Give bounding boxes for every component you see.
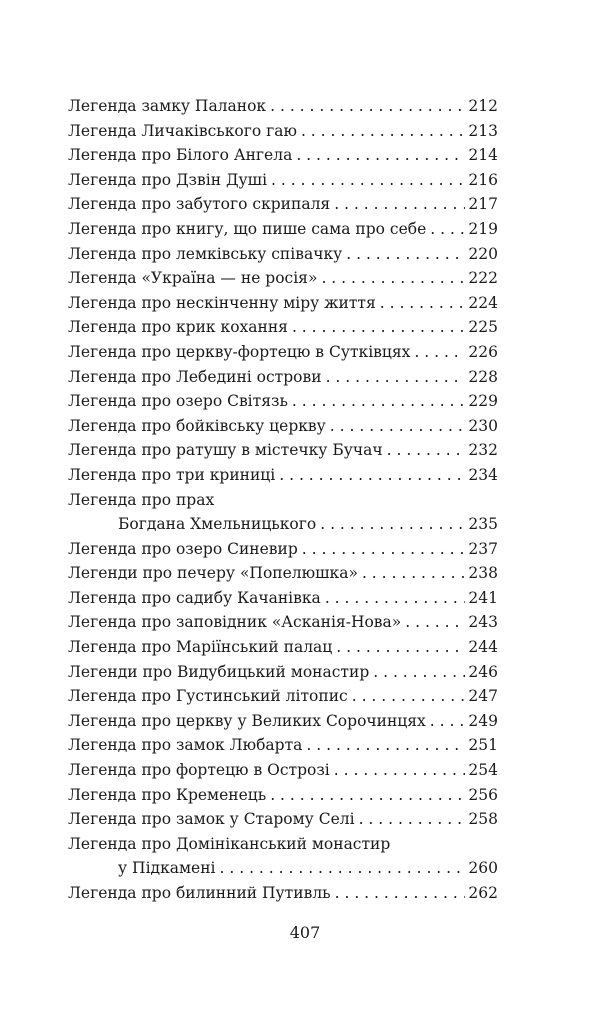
toc-entry-title: Легенда про бойківську церкву — [68, 416, 326, 435]
toc-entry — [68, 610, 498, 635]
toc-entry — [68, 709, 498, 734]
toc-entry-title: Легенда про замок Любарта — [68, 736, 303, 755]
toc-entry — [68, 684, 498, 709]
dot-leader — [220, 856, 466, 881]
toc-entry-title: Легенда про крик кохання — [68, 318, 288, 337]
dot-leader — [334, 192, 465, 217]
toc-entry — [68, 119, 498, 144]
toc-entry — [68, 512, 498, 537]
toc-entry — [68, 660, 498, 685]
toc-entry-page: 229 — [468, 392, 498, 411]
dot-leader — [387, 438, 466, 463]
toc-entry-page: 251 — [468, 736, 498, 755]
dot-leader — [359, 807, 466, 832]
toc-entry-title: Легенда про церкву-фортецю в Сутківцях — [68, 342, 411, 361]
toc-entry-page: 232 — [468, 441, 498, 460]
dot-leader — [336, 635, 465, 660]
toc-entry-page: 228 — [468, 367, 498, 386]
toc-entry — [68, 94, 498, 119]
dot-leader — [296, 143, 465, 168]
toc-entry-page: 237 — [468, 539, 498, 558]
toc-entry-title: Легенди про печеру «Попелюшка» — [68, 564, 358, 583]
toc-entry-title: Легенда про книгу, що пише сама про себе — [68, 219, 427, 238]
toc-entry-page: 241 — [468, 588, 498, 607]
toc-entry-page: 244 — [468, 638, 498, 657]
toc-entry-page: 225 — [468, 318, 498, 337]
toc-entry-title: Легенда про фортецю в Острозі — [68, 761, 330, 780]
dot-leader — [279, 463, 465, 488]
toc-entry-title: Легенда про три криниці — [68, 465, 276, 484]
toc-entry-title: Легенда про забутого скрипаля — [68, 195, 331, 214]
table-of-contents — [68, 94, 498, 906]
toc-entry-page: 230 — [468, 416, 498, 435]
toc-entry-page: 219 — [468, 219, 498, 238]
toc-entry-title: Легенда про билинний Путивль — [68, 884, 331, 902]
toc-entry-title: Легенда про заповідник «Асканія-Нова» — [68, 613, 402, 632]
dot-leader — [362, 561, 465, 586]
dot-leader — [325, 586, 466, 611]
toc-entry-title: Легенда про лемківську співачку — [68, 244, 343, 263]
toc-entry-page: 260 — [468, 859, 498, 878]
toc-entry — [68, 414, 498, 439]
toc-entry — [68, 242, 498, 267]
toc-entry-page: 249 — [468, 711, 498, 730]
toc-entry-title: Богдана Хмельницького — [118, 515, 317, 534]
toc-entry-page: 243 — [468, 613, 498, 632]
toc-entry-page: 213 — [468, 121, 498, 140]
toc-entry-title: Легенда про замок у Старому Селі — [68, 810, 355, 829]
toc-entry — [68, 537, 498, 562]
dot-leader — [292, 389, 466, 414]
dot-leader — [405, 610, 465, 635]
toc-entry — [68, 266, 498, 291]
toc-entry-page: 234 — [468, 465, 498, 484]
toc-entry — [68, 881, 498, 906]
toc-entry — [68, 463, 498, 488]
toc-entry-title: Легенди про Видубицький монастир — [68, 662, 370, 681]
toc-entry-title: Легенда про прах — [68, 490, 215, 509]
toc-entry-title: Легенда про ратушу в містечку Бучач — [68, 441, 383, 460]
dot-leader — [306, 733, 465, 758]
toc-entry-page: 262 — [468, 884, 498, 902]
dot-leader — [321, 266, 465, 291]
toc-entry-title: Легенда про Домініканський монастир — [68, 834, 391, 853]
dot-leader — [320, 512, 465, 537]
toc-entry — [68, 217, 498, 242]
toc-entry-page: 224 — [468, 293, 498, 312]
toc-entry-title: Легенда про Білого Ангела — [68, 146, 293, 165]
toc-entry — [68, 315, 498, 340]
toc-entry — [68, 733, 498, 758]
toc-entry-title: Легенда про церкву у Великих Сорочинцях — [68, 711, 426, 730]
dot-leader — [270, 783, 465, 808]
toc-entry-title: Легенда про садибу Качанівка — [68, 588, 321, 607]
dot-leader — [301, 119, 465, 144]
dot-leader — [414, 340, 465, 365]
dot-leader — [430, 709, 466, 734]
toc-entry-page: 217 — [468, 195, 498, 214]
toc-entry — [68, 807, 498, 832]
toc-entry-page: 238 — [468, 564, 498, 583]
toc-entry-page: 214 — [468, 146, 498, 165]
toc-entry-page: 226 — [468, 342, 498, 361]
toc-entry — [68, 832, 498, 857]
toc-entry — [68, 783, 498, 808]
toc-entry — [68, 389, 498, 414]
toc-entry — [68, 340, 498, 365]
toc-entry — [68, 168, 498, 193]
toc-entry — [68, 291, 498, 316]
dot-leader — [334, 758, 466, 783]
toc-entry — [68, 438, 498, 463]
toc-entry — [68, 192, 498, 217]
dot-leader — [373, 660, 465, 685]
toc-entry-page: 220 — [468, 244, 498, 263]
toc-entry-title: Легенда про озеро Світязь — [68, 392, 288, 411]
dot-leader — [302, 537, 466, 562]
toc-entry — [68, 635, 498, 660]
dot-leader — [430, 217, 465, 242]
dot-leader — [271, 168, 465, 193]
dot-leader — [380, 291, 466, 316]
toc-entry-title: Легенда «Україна — не росія» — [68, 269, 318, 288]
dot-leader — [330, 414, 466, 439]
dot-leader — [270, 94, 465, 119]
dot-leader — [352, 684, 466, 709]
toc-entry-title: Легенда про нескінченну міру життя — [68, 293, 376, 312]
toc-entry-page: 212 — [468, 97, 498, 115]
toc-entry-page: 258 — [468, 810, 498, 829]
toc-entry — [68, 561, 498, 586]
toc-entry — [68, 758, 498, 783]
toc-entry-title: Легенда Личаківського гаю — [68, 121, 297, 140]
toc-entry — [68, 488, 498, 513]
toc-entry-page: 222 — [468, 269, 498, 288]
toc-entry — [68, 143, 498, 168]
toc-entry-title: Легенда про Кременець — [68, 785, 267, 804]
dot-leader — [346, 242, 465, 267]
toc-entry-title: Легенда про Лебедині острови — [68, 367, 322, 386]
toc-entry-page: 254 — [468, 761, 498, 780]
toc-entry — [68, 586, 498, 611]
toc-entry-page: 216 — [468, 170, 498, 189]
toc-entry-page: 247 — [468, 687, 498, 706]
toc-entry-title: Легенда про озеро Синевир — [68, 539, 298, 558]
toc-entry-page: 246 — [468, 662, 498, 681]
toc-entry-title: у Підкамені — [118, 859, 216, 878]
dot-leader — [335, 881, 466, 906]
toc-entry-page: 256 — [468, 785, 498, 804]
dot-leader — [292, 315, 465, 340]
toc-entry-title: Легенда замку Паланок — [68, 97, 267, 115]
toc-entry — [68, 365, 498, 390]
dot-leader — [326, 365, 466, 390]
toc-entry — [68, 856, 498, 881]
toc-entry-title: Легенда про Маріїнський палац — [68, 638, 333, 657]
toc-entry-title: Легенда про Густинський літопис — [68, 687, 348, 706]
toc-entry-page: 235 — [468, 515, 498, 534]
toc-entry-title: Легенда про Дзвін Душі — [68, 170, 268, 189]
page-number: 407 — [289, 923, 321, 942]
